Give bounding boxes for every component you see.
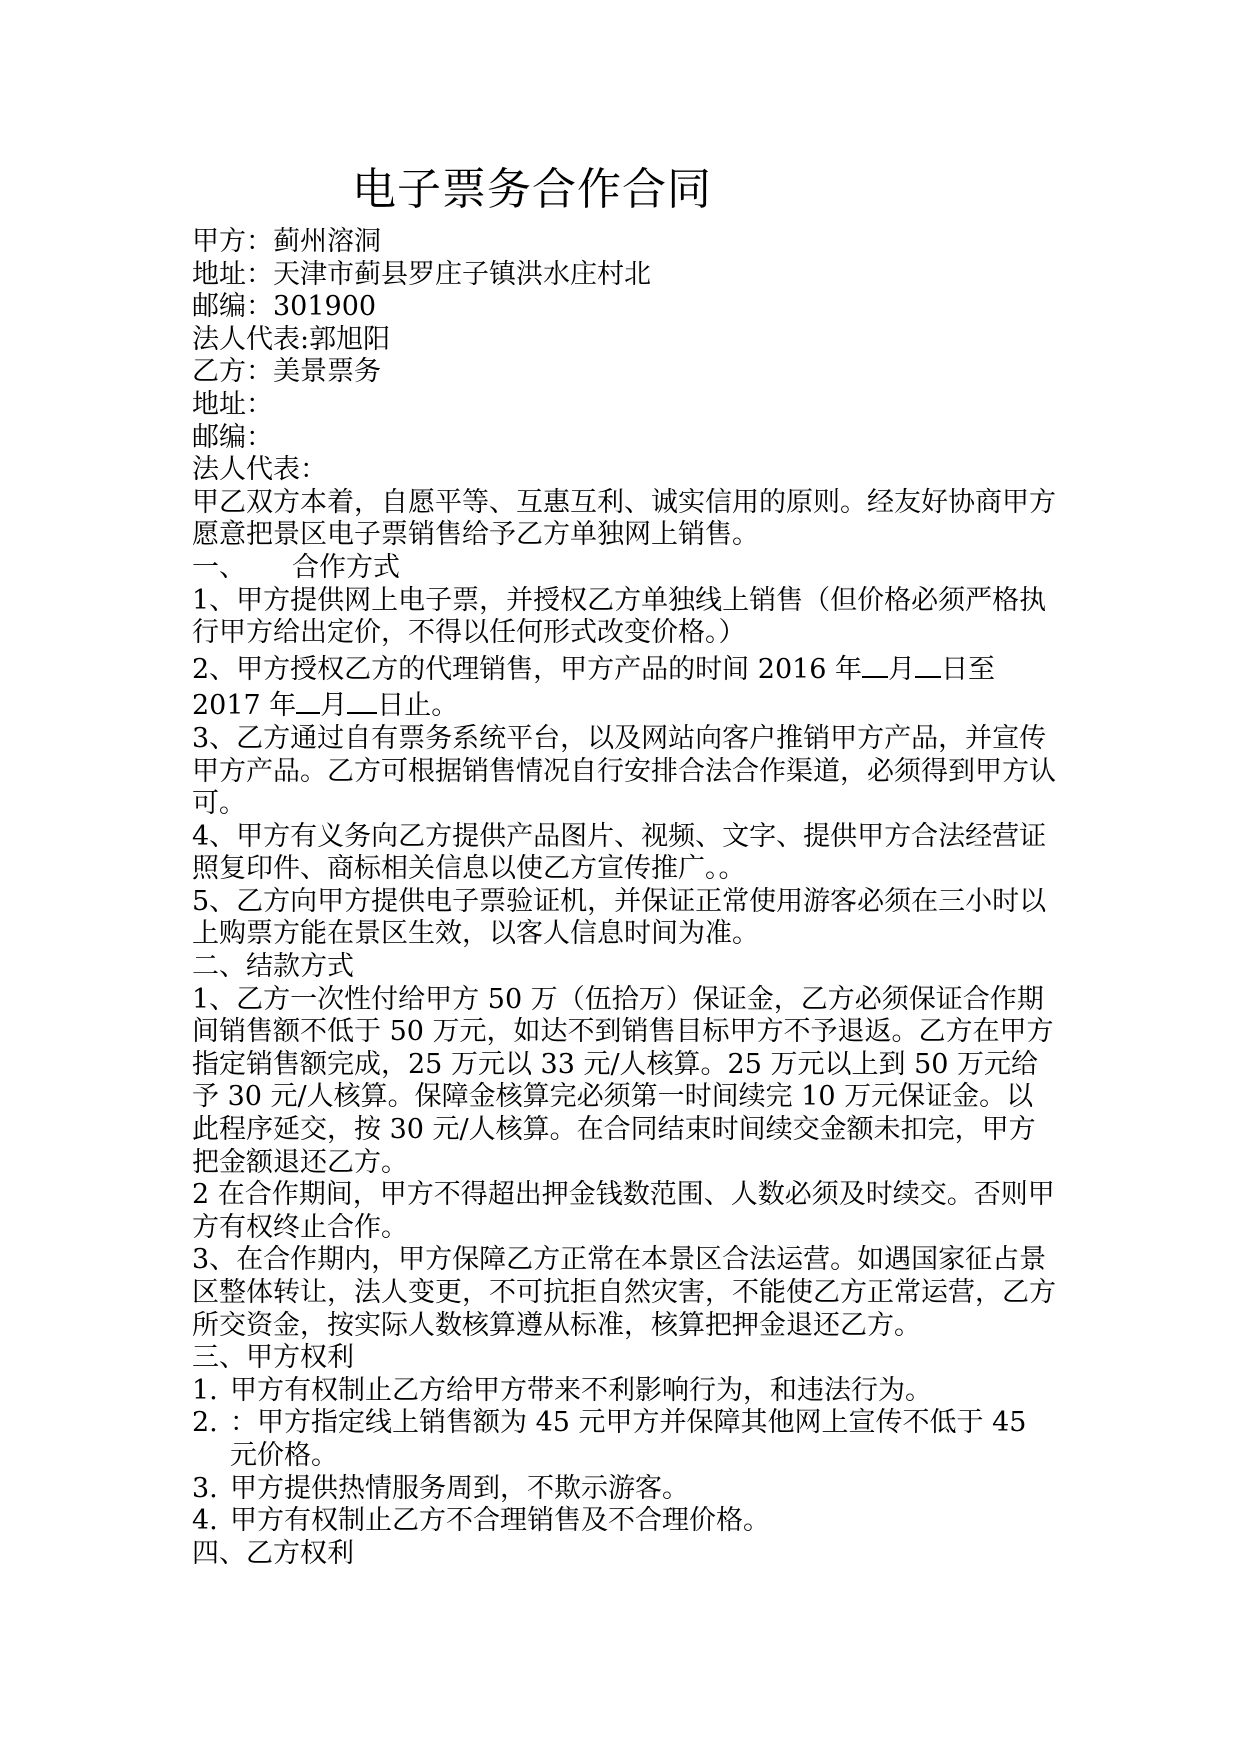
party-a-postcode: 邮编：301900 xyxy=(192,291,377,323)
section-3-heading: 三、甲方权利 xyxy=(192,1342,354,1374)
party-a-legal-rep: 法人代表:郭旭阳 xyxy=(192,323,391,355)
section-2-item-2: 2 在合作期间，甲方不得超出押金钱数范围、人数必须及时续交。否则甲方有权终止合作。 xyxy=(192,1179,1055,1243)
section-2-heading: 二、结款方式 xyxy=(192,951,354,983)
party-b-name: 乙方：美景票务 xyxy=(192,356,381,388)
section-1-item-5: 5、乙方向甲方提供电子票验证机，并保证正常使用游客必须在三小时以上购票方能在景区生效，以客人信息时间为准。 xyxy=(192,885,1047,950)
section-1-item-1: 1、甲方提供网上电子票，并授权乙方单独线上销售（但价格必须严格执行甲方给出定价，不得以任何形式改变价格。） xyxy=(192,584,1047,649)
list-item-number: 3. xyxy=(192,1472,218,1504)
blank-day-end xyxy=(347,686,377,714)
section-1-item-4: 4、甲方有义务向乙方提供产品图片、视频、文字、提供甲方合法经营证照复印件、商标相关信息以使乙方宣传推广。。 xyxy=(192,820,1047,885)
section-1-number: 一、 xyxy=(192,551,246,583)
blank-month-start xyxy=(862,650,888,678)
section-2-item-3: 3、在合作期内，甲方保障乙方正常在本景区合法运营。如遇国家征占景区整体转让，法人变更，不可抗拒自然灾害，不能使乙方正常运营，乙方所交资金，按实际人数核算遵从标准，核算把押金退还乙方。 xyxy=(192,1244,1056,1341)
list-item-text: 甲方提供热情服务周到，不欺示游客。 xyxy=(230,1472,689,1504)
list-item xyxy=(192,1505,1056,1538)
list-item xyxy=(192,1375,1056,1408)
section-4-heading: 四、乙方权利 xyxy=(192,1537,354,1569)
list-item-number: 1. xyxy=(192,1374,218,1406)
item-2-day-to-label: 日至 2017 年 xyxy=(192,653,996,722)
list-item-number: 4. xyxy=(192,1505,218,1537)
section-1-item-2 xyxy=(192,650,1056,723)
list-item-text: 甲方有权制止乙方给甲方带来不利影响行为，和违法行为。 xyxy=(230,1374,932,1406)
list-item-text: 甲方有权制止乙方不合理销售及不合理价格。 xyxy=(230,1505,770,1537)
party-b-postcode: 邮编： xyxy=(192,421,273,453)
section-1-item-3: 3、乙方通过自有票务系统平台，以及网站向客户推销甲方产品，并宣传甲方产品。乙方可根据销售情况自行安排合法合作渠道，必须得到甲方认可。 xyxy=(192,722,1056,820)
item-2-month-label: 月 xyxy=(888,653,916,685)
item-2-month-end-label: 月 xyxy=(320,690,348,722)
party-a-name: 甲方：蓟州溶洞 xyxy=(192,226,381,257)
section-2-item-1: 1、乙方一次性付给甲方 50 万（伍拾万）保证金，乙方必须保证合作期间销售额不低于 50 万元，如达不到销售目标甲方不予退返。乙方在甲方指定销售额完成，25 万元以 33 元/人核算。25 万元以上到 50 万元给予 30 元/人核算。保障金核算完必须第一时间续完 10 万元保证金。以此程序延交，按 30 元/人核算。在合同结束时间续交金额未扣完，甲方把金额退还乙方。 xyxy=(192,983,1054,1178)
party-a-address: 地址：天津市蓟县罗庄子镇洪水庄村北 xyxy=(192,258,651,290)
blank-day-start xyxy=(915,650,941,678)
document-title: 电子票务合作合同 xyxy=(352,164,712,215)
list-item xyxy=(192,1407,1056,1472)
list-item xyxy=(192,1473,1056,1506)
list-item-number: 2. xyxy=(192,1407,218,1439)
section-1-heading xyxy=(192,552,1056,585)
document-body xyxy=(192,160,1056,1570)
item-2-text-part: 2、甲方授权乙方的代理销售，甲方产品的时间 2016 年 xyxy=(192,653,863,685)
blank-month-end xyxy=(296,686,320,714)
party-b-address: 地址： xyxy=(192,388,273,420)
item-2-end-label: 日止。 xyxy=(377,690,459,722)
section-1-title: 合作方式 xyxy=(292,551,400,583)
list-item-text: ：甲方指定线上销售额为 45 元甲方并保障其他网上宣传不低于 45 元价格。 xyxy=(230,1407,1027,1471)
preamble-paragraph: 甲乙双方本着，自愿平等、互惠互利、诚实信用的原则。经友好协商甲方愿意把景区电子票销售给予乙方单独网上销售。 xyxy=(192,486,1056,551)
party-b-legal-rep: 法人代表： xyxy=(192,454,327,486)
